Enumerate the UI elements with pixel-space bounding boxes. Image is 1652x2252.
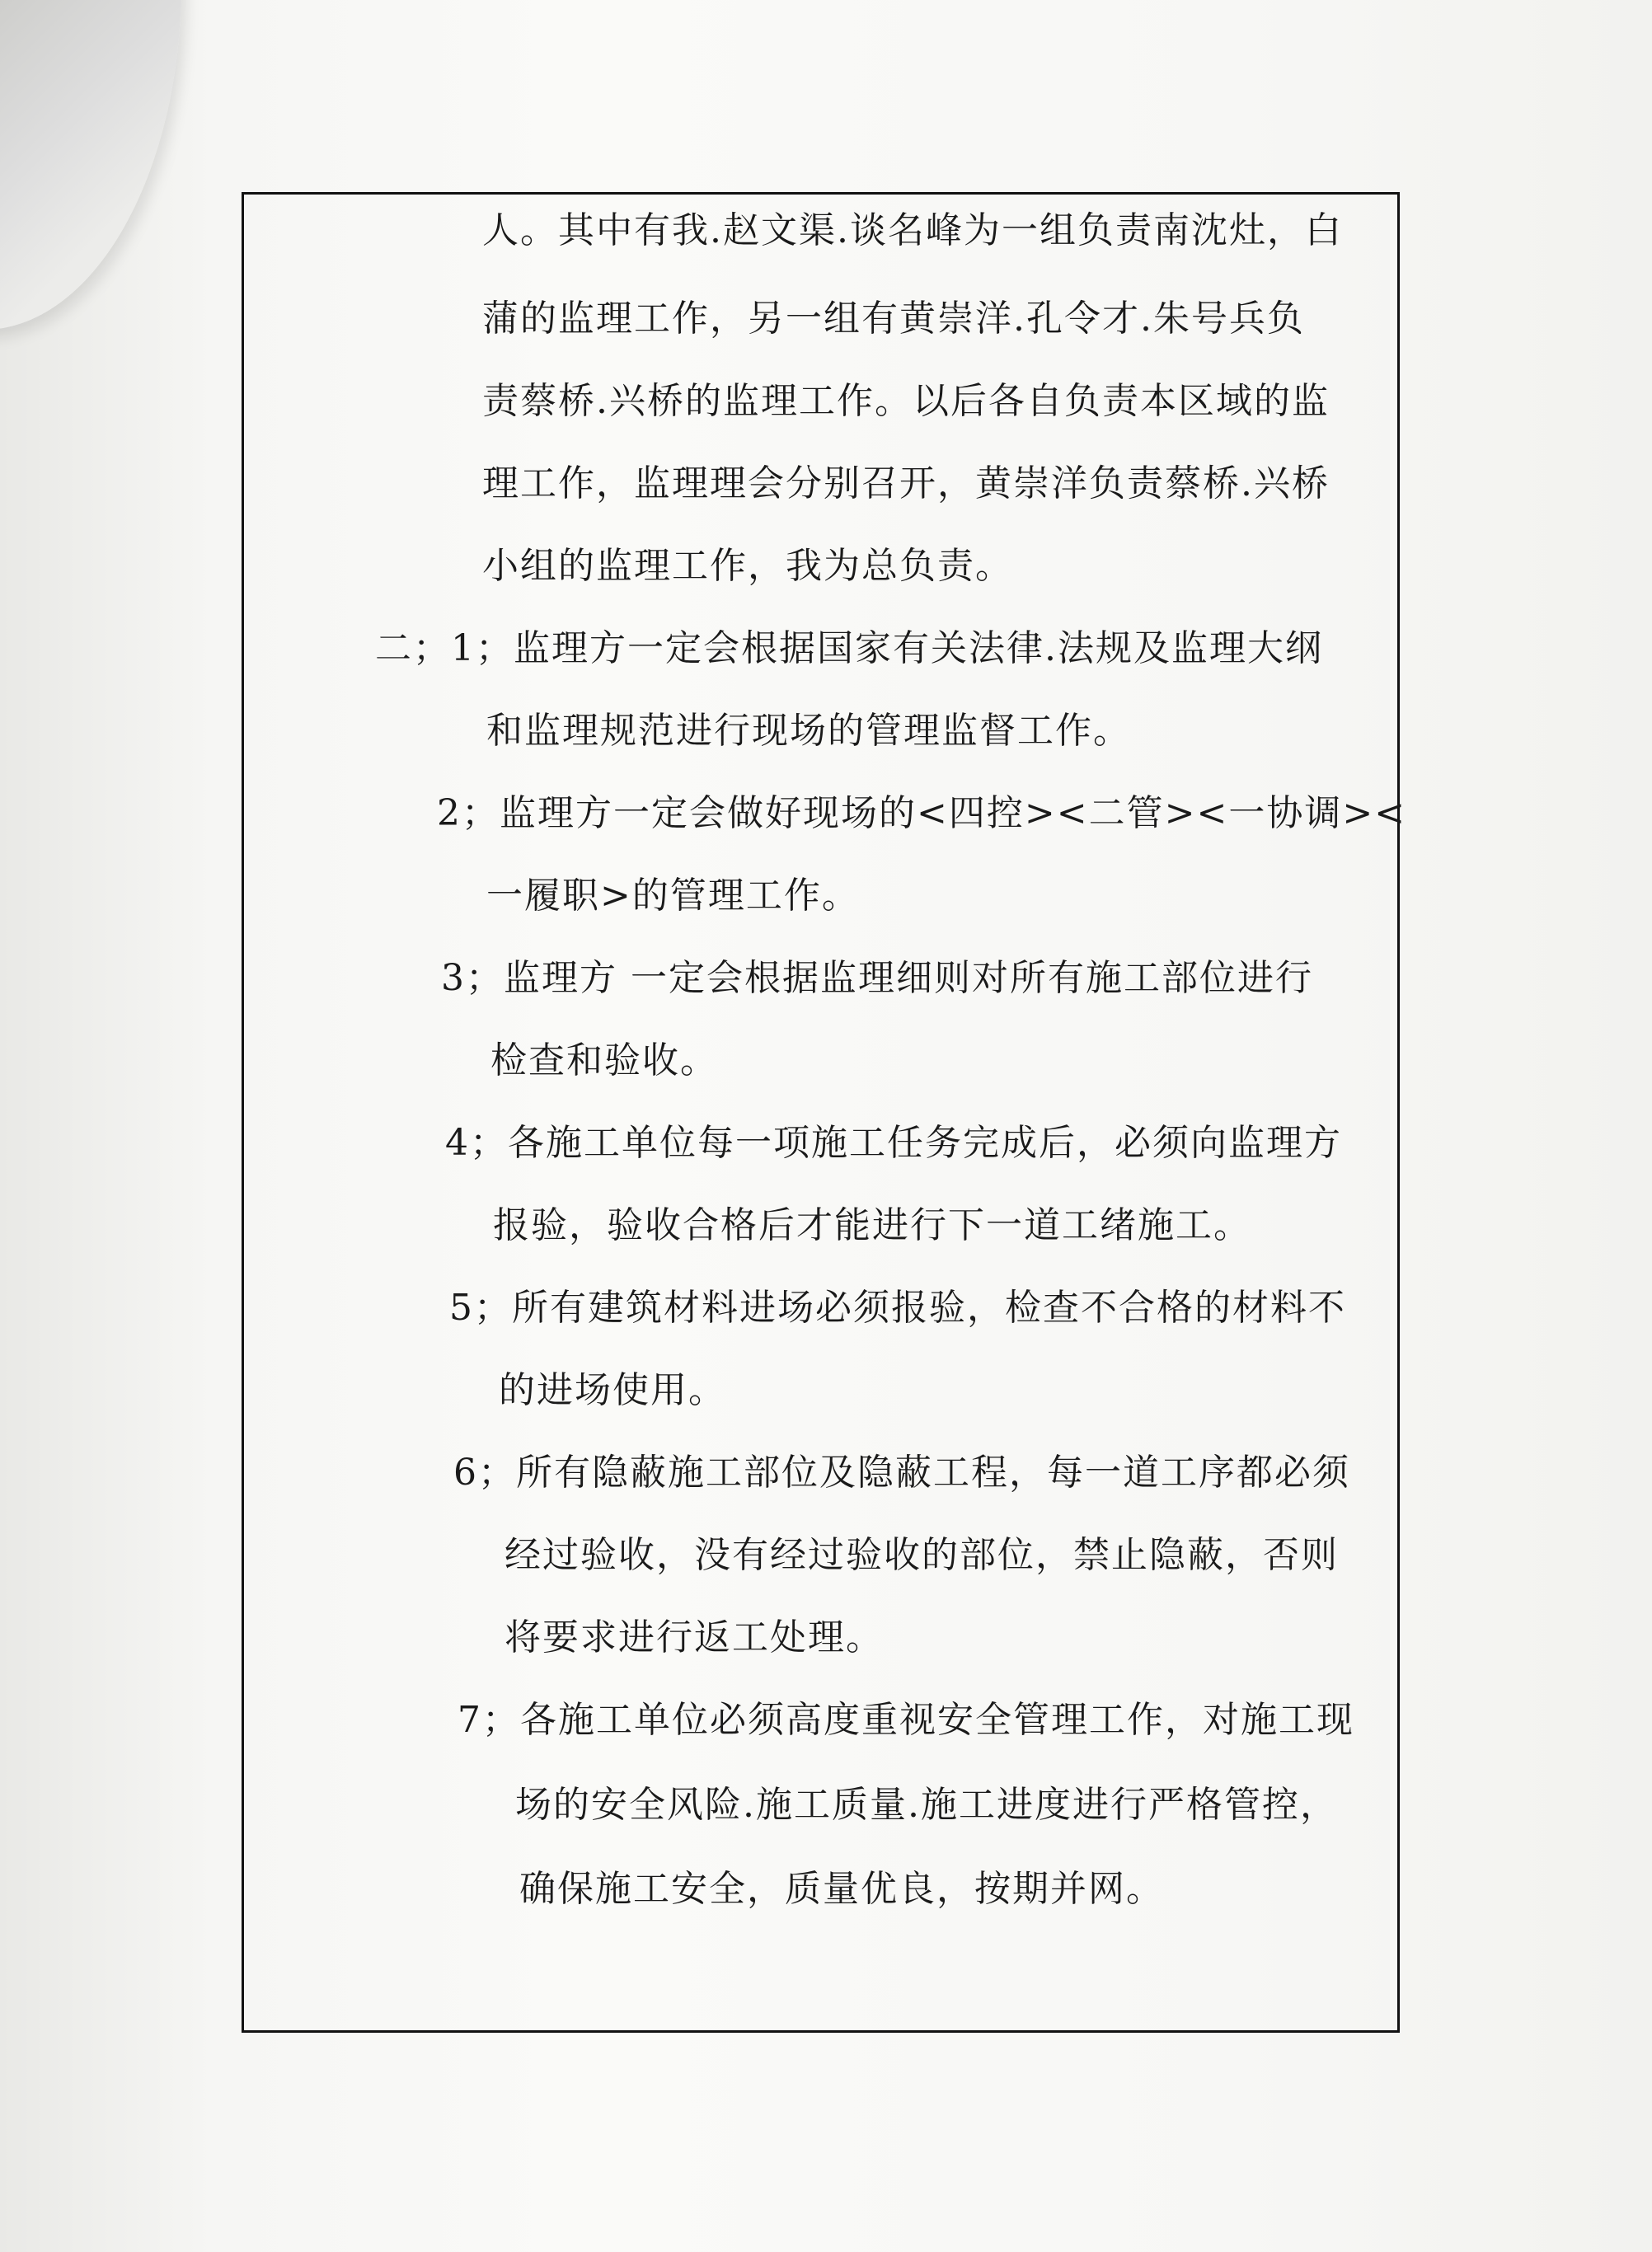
text-line: 人。其中有我.赵文渠.谈名峰为一组负责南沈灶，白 xyxy=(482,209,1343,251)
text-line: 报验，验收合格后才能进行下一道工绪施工。 xyxy=(493,1204,1251,1246)
list-item-5: 5；所有建筑材料进场必须报验，检查不合格的材料不 xyxy=(449,1287,1346,1329)
text-line: 确保施工安全，质量优良，按期并网。 xyxy=(519,1868,1164,1910)
text-line: 的进场使用。 xyxy=(499,1369,726,1411)
text-line: 一履职>的管理工作。 xyxy=(486,875,860,917)
text-line: 小组的监理工作，我为总负责。 xyxy=(482,545,1013,587)
text-line: 将要求进行返工处理。 xyxy=(505,1616,884,1659)
curled-page-corner xyxy=(0,0,181,330)
list-item-7: 7；各施工单位必须高度重视安全管理工作，对施工现 xyxy=(458,1699,1354,1741)
text-line: 理工作，监理理会分别召开，黄崇洋负责蔡桥.兴桥 xyxy=(482,462,1330,504)
list-item-3: 3；监理方 一定会根据监理细则对所有施工部位进行 xyxy=(441,957,1313,999)
text-line: 责蔡桥.兴桥的监理工作。以后各自负责本区域的监 xyxy=(482,380,1330,422)
text-line: 和监理规范进行现场的管理监督工作。 xyxy=(486,710,1131,752)
list-item-4: 4；各施工单位每一项施工任务完成后，必须向监理方 xyxy=(445,1122,1342,1164)
text-line: 场的安全风险.施工质量.施工进度进行严格管控， xyxy=(515,1784,1338,1826)
list-item-2: 2；监理方一定会做好现场的<四控><二管><一协调>< xyxy=(437,792,1407,834)
text-line: 检查和验收。 xyxy=(490,1039,718,1081)
text-line: 蒲的监理工作，另一组有黄崇洋.孔令才.朱号兵负 xyxy=(482,298,1305,340)
section-two-item-1: 二；1；监理方一定会根据国家有关法律.法规及监理大纲 xyxy=(375,627,1323,669)
text-line: 经过验收，没有经过验收的部位，禁止隐蔽，否则 xyxy=(505,1534,1339,1576)
list-item-6: 6；所有隐蔽施工部位及隐蔽工程，每一道工序都必须 xyxy=(453,1452,1350,1494)
